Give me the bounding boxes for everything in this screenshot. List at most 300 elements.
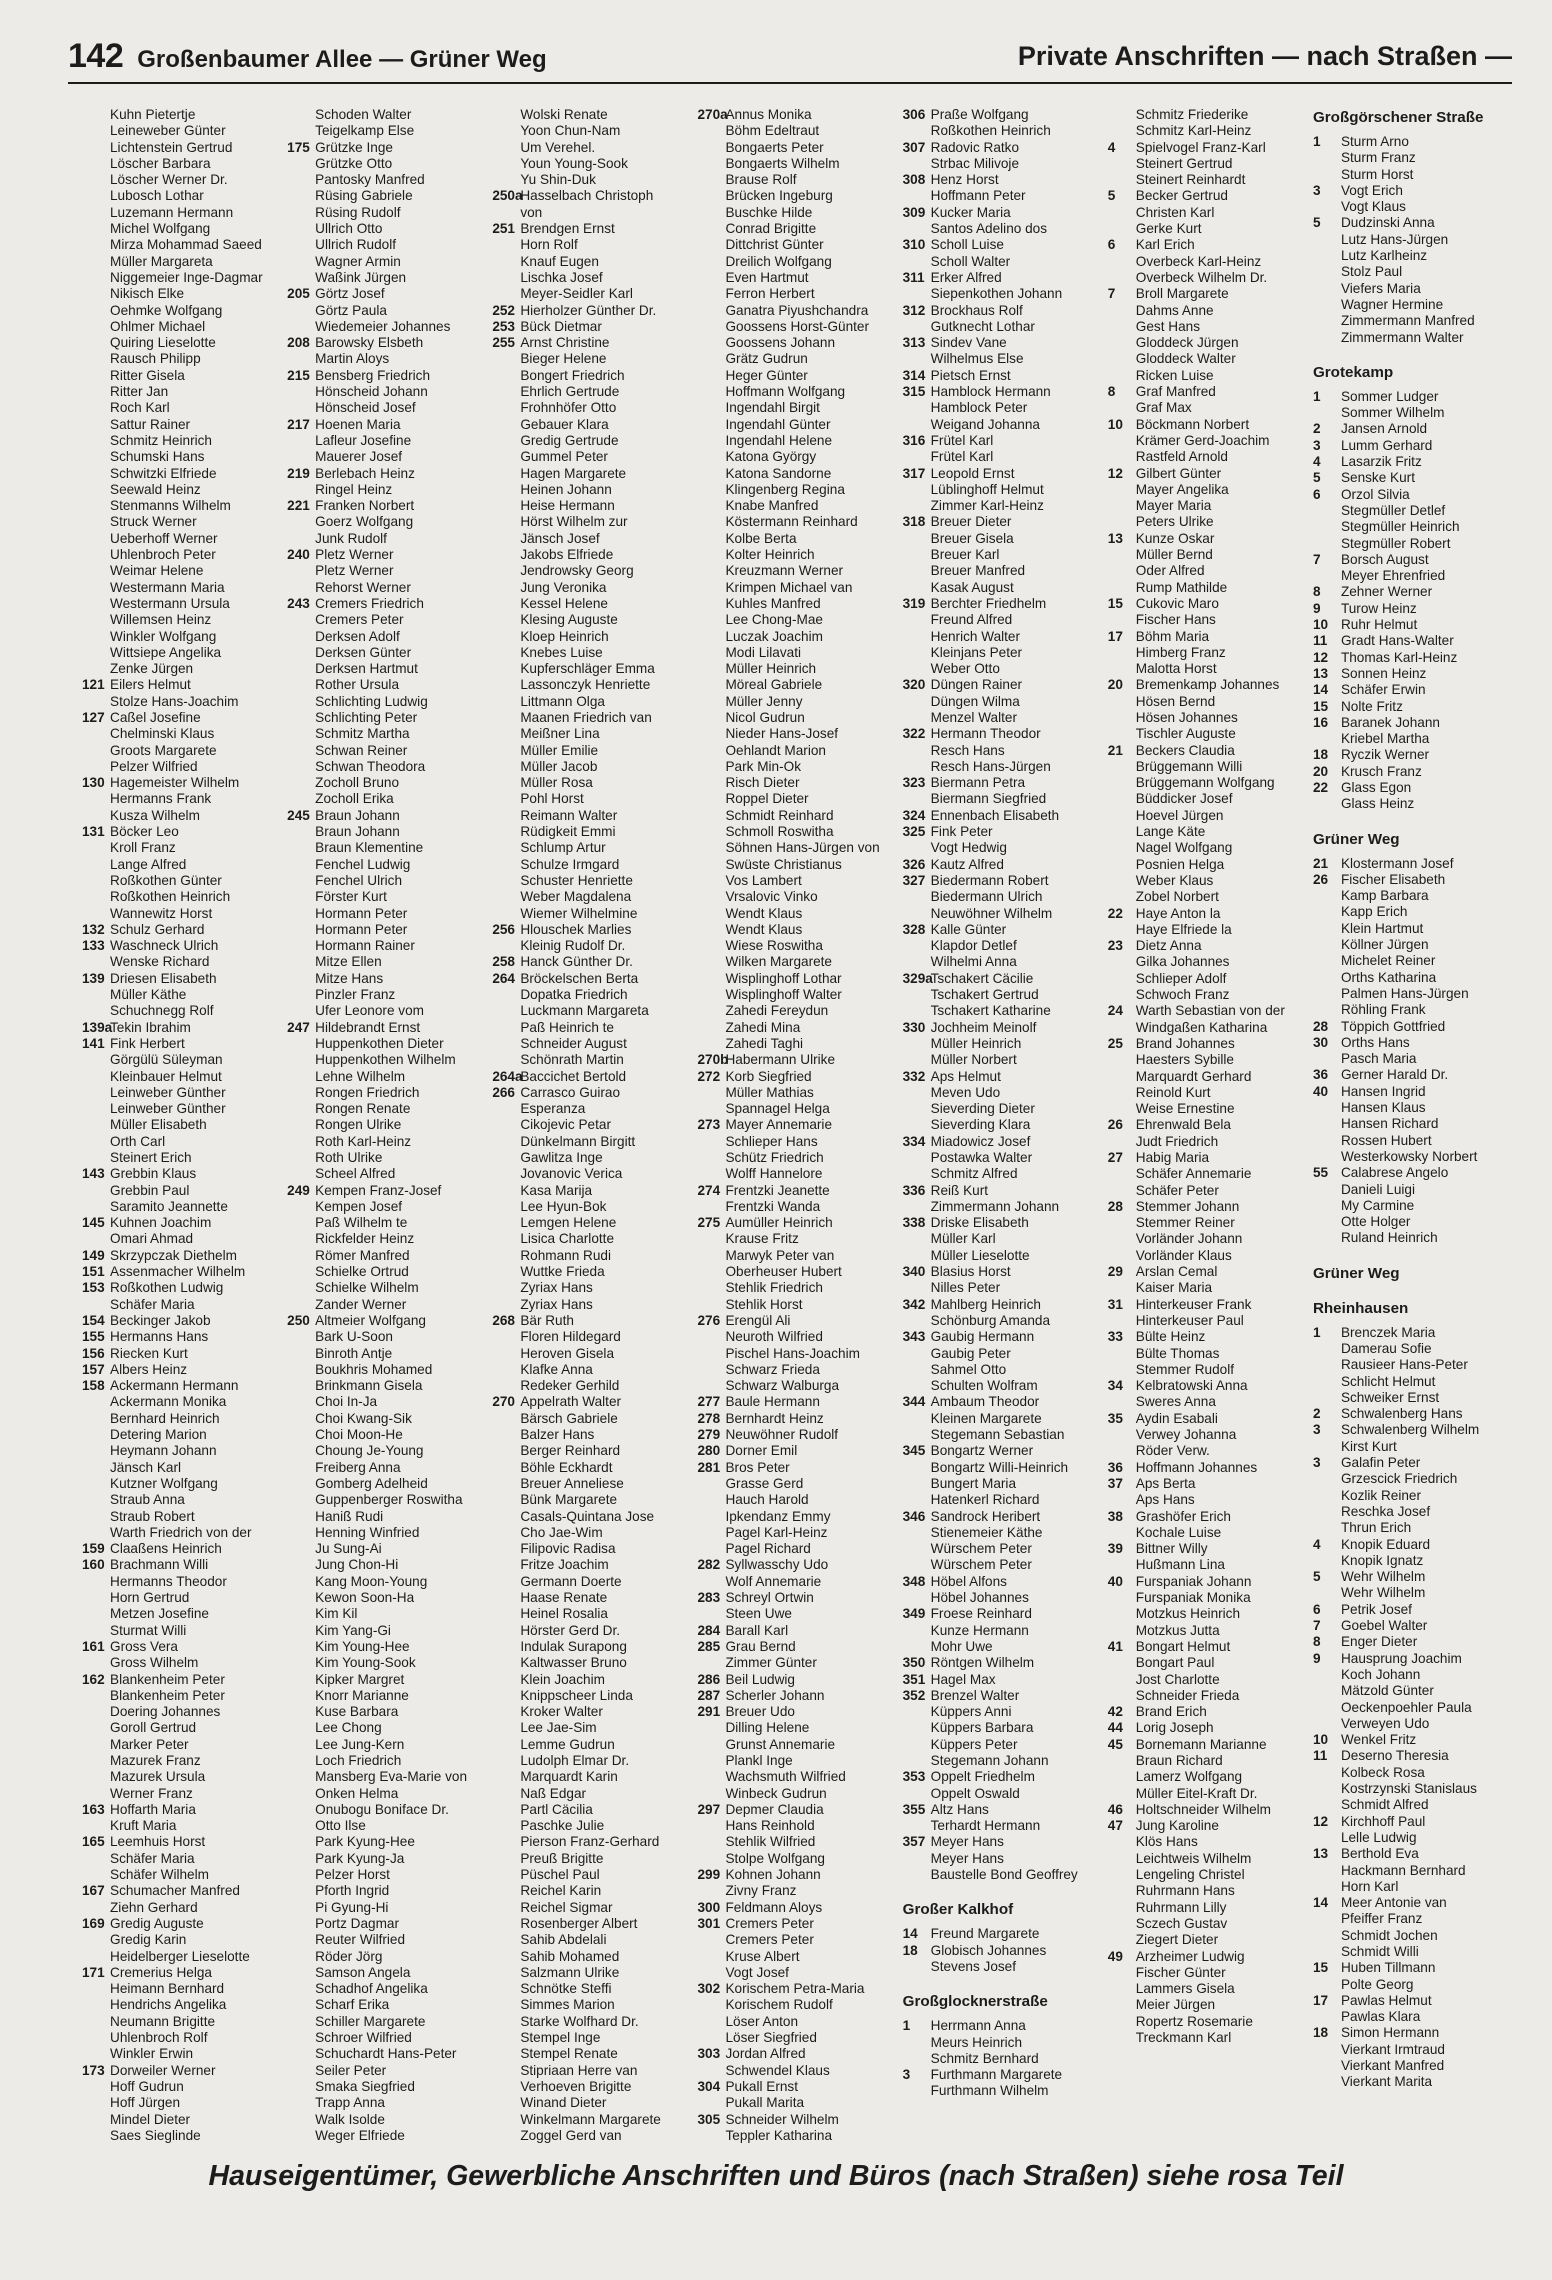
resident-name: Schäfer Wilhelm xyxy=(110,1867,209,1883)
resident-name: Stolz Paul xyxy=(1340,264,1403,280)
resident-name: Marquardt Karin xyxy=(520,1769,618,1785)
directory-entry xyxy=(903,1036,1100,1052)
house-number: 17 xyxy=(1312,1992,1329,2008)
house-number xyxy=(492,1378,520,1394)
house-number: 353 xyxy=(902,1769,926,1785)
house-number xyxy=(697,1655,725,1671)
directory-entry xyxy=(1108,2014,1305,2030)
directory-entry xyxy=(82,873,279,889)
resident-name: Globisch Johannes xyxy=(930,1942,1047,1958)
directory-entry xyxy=(287,1117,484,1133)
house-number xyxy=(697,629,725,645)
directory-entry xyxy=(82,2014,279,2030)
resident-name: Bongert Friedrich xyxy=(520,367,625,383)
directory-entry xyxy=(82,954,279,970)
directory-entry xyxy=(287,2014,484,2030)
directory-entry xyxy=(492,384,689,400)
resident-name: Kaiser Maria xyxy=(1135,1280,1213,1296)
resident-name: Malotta Horst xyxy=(1135,661,1217,677)
directory-entry xyxy=(287,237,484,253)
resident-name: Dünkelmann Birgitt xyxy=(520,1133,636,1149)
resident-name: Beckers Claudia xyxy=(1135,742,1235,758)
resident-name: Frütel Karl xyxy=(930,432,994,448)
house-number xyxy=(1313,1051,1341,1067)
resident-name: Kleinig Rudolf Dr. xyxy=(520,938,626,954)
directory-entry xyxy=(287,1329,484,1345)
house-number: 21 xyxy=(1107,742,1123,758)
directory-entry xyxy=(82,107,279,123)
house-number xyxy=(287,987,315,1003)
directory-entry xyxy=(697,368,894,384)
directory-entry xyxy=(1108,107,1305,123)
directory-entry xyxy=(82,335,279,351)
house-number xyxy=(1108,1346,1136,1362)
resident-name: Knopik Ignatz xyxy=(1340,1552,1424,1568)
directory-entry xyxy=(287,1313,484,1329)
house-number xyxy=(82,384,110,400)
resident-name: Pukall Marita xyxy=(725,2095,805,2111)
house-number xyxy=(1108,1883,1136,1899)
house-number: 255 xyxy=(492,335,515,351)
directory-entry xyxy=(82,1916,279,1932)
house-number xyxy=(492,1003,520,1019)
house-number: 326 xyxy=(902,856,926,872)
resident-name: Hoff Jürgen xyxy=(110,2095,181,2111)
resident-name: Kirst Kurt xyxy=(1340,1438,1397,1454)
directory-entry xyxy=(1108,1264,1305,1280)
house-number xyxy=(903,661,931,677)
directory-entry xyxy=(1108,1460,1305,1476)
house-number xyxy=(82,368,110,384)
directory-entry xyxy=(287,563,484,579)
resident-name: Wisplinghoff Lothar xyxy=(725,970,842,986)
directory-entry xyxy=(1313,1618,1520,1634)
resident-name: Paschke Julie xyxy=(520,1818,605,1834)
house-number xyxy=(903,1541,931,1557)
resident-name: Bernhard Heinrich xyxy=(110,1410,220,1426)
resident-name: Ackermann Hermann xyxy=(110,1378,239,1394)
directory-entry xyxy=(1108,531,1305,547)
directory-entry xyxy=(82,1329,279,1345)
resident-name: Lischka Josef xyxy=(520,269,603,285)
house-number xyxy=(697,433,725,449)
house-number: 130 xyxy=(82,775,105,791)
directory-entry xyxy=(903,400,1100,416)
directory-entry xyxy=(697,1834,894,1850)
resident-name: Büddicker Josef xyxy=(1135,791,1233,807)
directory-entry xyxy=(1313,856,1520,872)
directory-entry xyxy=(82,743,279,759)
resident-name: Cikojevic Petar xyxy=(520,1117,611,1133)
directory-entry xyxy=(1108,629,1305,645)
directory-entry xyxy=(82,1606,279,1622)
house-number: 24 xyxy=(1107,1003,1123,1019)
resident-name: Hatenkerl Richard xyxy=(930,1492,1040,1508)
house-number: 278 xyxy=(697,1410,721,1426)
resident-name: Pagel Karl-Heinz xyxy=(725,1524,828,1540)
directory-entry xyxy=(492,1590,689,1606)
directory-entry xyxy=(492,645,689,661)
resident-name: Zyriax Hans xyxy=(520,1296,593,1312)
directory-entry xyxy=(287,1981,484,1997)
resident-name: Gross Wilhelm xyxy=(110,1655,199,1671)
resident-name: Böhle Eckhardt xyxy=(520,1459,613,1475)
resident-name: Wolf Annemarie xyxy=(725,1573,822,1589)
resident-name: Ennenbach Elisabeth xyxy=(930,807,1060,823)
house-number xyxy=(82,547,110,563)
house-number xyxy=(492,2014,520,2030)
house-number xyxy=(287,205,315,221)
house-number: 3 xyxy=(1312,437,1321,453)
house-number xyxy=(903,2035,931,2051)
directory-entry xyxy=(82,1117,279,1133)
directory-entry xyxy=(82,1769,279,1785)
directory-entry xyxy=(697,254,894,270)
resident-name: Ju Sung-Ai xyxy=(315,1541,382,1557)
resident-name: Pawlas Klara xyxy=(1340,2009,1421,2025)
house-number: 29 xyxy=(1107,1264,1123,1280)
resident-name: Esperanza xyxy=(520,1101,586,1117)
resident-name: Leopold Ernst xyxy=(930,465,1015,481)
house-number xyxy=(697,1362,725,1378)
resident-name: Lumm Gerhard xyxy=(1340,437,1433,453)
house-number xyxy=(1108,987,1136,1003)
house-number xyxy=(1313,2058,1341,2074)
resident-name: Bünk Margarete xyxy=(520,1492,618,1508)
directory-entry xyxy=(697,1329,894,1345)
directory-entry xyxy=(492,2112,689,2128)
house-number xyxy=(697,1883,725,1899)
page-header xyxy=(68,30,1512,84)
resident-name: Kucker Maria xyxy=(930,204,1011,220)
directory-entry xyxy=(1313,167,1520,183)
resident-name: Dreilich Wolfgang xyxy=(725,253,832,269)
resident-name: Kamp Barbara xyxy=(1340,888,1429,904)
directory-entry xyxy=(903,1574,1100,1590)
resident-name: Kessel Helene xyxy=(520,595,608,611)
resident-name: Vierkant Irmtraud xyxy=(1340,2041,1445,2057)
house-number xyxy=(287,726,315,742)
house-number: 14 xyxy=(1312,682,1329,698)
resident-name: Hörst Wilhelm zur xyxy=(520,514,628,530)
resident-name: Schlicht Helmut xyxy=(1340,1373,1436,1389)
directory-entry xyxy=(82,1655,279,1671)
directory-entry xyxy=(492,1802,689,1818)
house-number xyxy=(82,1720,110,1736)
resident-name: Stemmer Rudolf xyxy=(1135,1361,1234,1377)
street-heading: Großer Kalkhof xyxy=(902,1901,1014,1919)
resident-name: Hermanns Hans xyxy=(110,1329,209,1345)
resident-name: Yu Shin-Duk xyxy=(520,172,596,188)
house-number xyxy=(492,1932,520,1948)
directory-entry xyxy=(1313,421,1520,437)
house-number xyxy=(697,1769,725,1785)
resident-name: Carrasco Guirao xyxy=(520,1084,621,1100)
directory-entry xyxy=(903,498,1100,514)
resident-name: Schwalenberg Wilhelm xyxy=(1340,1422,1480,1438)
house-number xyxy=(492,172,520,188)
resident-name: Metzen Josefine xyxy=(110,1606,209,1622)
house-number xyxy=(287,1916,315,1932)
directory-entry xyxy=(287,1101,484,1117)
directory-entry xyxy=(82,1737,279,1753)
resident-name: Mauerer Josef xyxy=(315,449,403,465)
resident-name: Bülte Thomas xyxy=(1135,1345,1220,1361)
house-number xyxy=(492,1280,520,1296)
house-number xyxy=(697,254,725,270)
resident-name: Luczak Joachim xyxy=(725,628,823,644)
resident-name: Stehlik Wilfried xyxy=(725,1834,816,1850)
directory-entry xyxy=(1108,351,1305,367)
resident-name: Bück Dietmar xyxy=(520,318,602,334)
directory-entry xyxy=(697,319,894,335)
resident-name: Braun Klementine xyxy=(315,840,424,856)
resident-name: Wenske Richard xyxy=(110,954,210,970)
resident-name: Hildebrandt Ernst xyxy=(315,1019,421,1035)
directory-entry xyxy=(287,1932,484,1948)
resident-name: Kempen Franz-Josef xyxy=(315,1182,442,1198)
house-number xyxy=(287,254,315,270)
house-number xyxy=(492,1101,520,1117)
resident-name: Kim Young-Hee xyxy=(315,1638,410,1654)
house-number xyxy=(492,1264,520,1280)
directory-entry xyxy=(1108,335,1305,351)
directory-entry xyxy=(82,156,279,172)
resident-name: Grau Bernd xyxy=(725,1638,796,1654)
directory-entry xyxy=(903,629,1100,645)
directory-entry xyxy=(287,1362,484,1378)
directory-entry xyxy=(1108,433,1305,449)
resident-name: Zenke Jürgen xyxy=(110,661,194,677)
resident-name: Lehne Wilhelm xyxy=(315,1068,406,1084)
directory-entry xyxy=(287,710,484,726)
directory-entry xyxy=(1313,682,1520,698)
house-number xyxy=(492,808,520,824)
house-number xyxy=(287,1085,315,1101)
directory-entry xyxy=(697,1280,894,1296)
directory-entry xyxy=(82,1020,279,1036)
house-number xyxy=(82,270,110,286)
resident-name: Klös Hans xyxy=(1135,1834,1198,1850)
house-number xyxy=(492,1052,520,1068)
house-number: 167 xyxy=(82,1883,105,1899)
house-number xyxy=(1313,232,1341,248)
resident-name: Schlieper Adolf xyxy=(1135,970,1227,986)
directory-entry xyxy=(492,1965,689,1981)
house-number xyxy=(903,1737,931,1753)
resident-name: Cremerius Helga xyxy=(110,1964,212,1980)
resident-name: Zocholl Erika xyxy=(315,791,394,807)
directory-entry xyxy=(1108,1362,1305,1378)
house-number xyxy=(82,1655,110,1671)
resident-name: Detering Marion xyxy=(110,1427,207,1443)
resident-name: Hoffmann Wolfgang xyxy=(725,384,846,400)
house-number: 7 xyxy=(1107,286,1116,302)
house-number xyxy=(903,1639,931,1655)
directory-entry xyxy=(1313,2009,1520,2025)
house-number xyxy=(287,400,315,416)
resident-name: Würschem Peter xyxy=(930,1557,1032,1573)
resident-name: Enger Dieter xyxy=(1340,1634,1418,1650)
house-number xyxy=(287,694,315,710)
directory-entry xyxy=(1313,666,1520,682)
resident-name: Weber Magdalena xyxy=(520,889,632,905)
resident-name: Püschel Paul xyxy=(520,1867,600,1883)
resident-name: Bongart Helmut xyxy=(1135,1638,1231,1654)
directory-entry xyxy=(697,873,894,889)
directory-entry xyxy=(287,123,484,139)
resident-name: Kim Kil xyxy=(315,1606,358,1622)
resident-name: Pischel Hans-Joachim xyxy=(725,1345,860,1361)
resident-name: Erker Alfred xyxy=(930,269,1002,285)
resident-name: Erengül Ali xyxy=(725,1312,791,1328)
house-number xyxy=(903,417,931,433)
directory-entry xyxy=(697,417,894,433)
house-number xyxy=(492,1704,520,1720)
directory-entry xyxy=(903,1851,1100,1867)
resident-name: Baule Hermann xyxy=(725,1394,820,1410)
directory-entry xyxy=(903,580,1100,596)
directory-entry xyxy=(903,1052,1100,1068)
house-number: 250 xyxy=(287,1312,310,1328)
resident-name: Winkler Erwin xyxy=(110,2046,194,2062)
directory-entry xyxy=(1108,1802,1305,1818)
resident-name: Kroll Franz xyxy=(110,840,176,856)
resident-name: Samson Angela xyxy=(315,1964,411,1980)
directory-entry xyxy=(697,677,894,693)
directory-entry xyxy=(1108,1949,1305,1965)
street-heading: Rheinhausen xyxy=(1312,1299,1409,1317)
directory-entry xyxy=(903,1606,1100,1622)
house-number xyxy=(287,531,315,547)
house-number xyxy=(287,2095,315,2111)
directory-entry xyxy=(1108,1541,1305,1557)
resident-name: Marwyk Peter van xyxy=(725,1247,835,1263)
resident-name: Stemmer Johann xyxy=(1135,1198,1240,1214)
resident-name: Breuer Gisela xyxy=(930,530,1014,546)
house-number xyxy=(1108,710,1136,726)
resident-name: Ludolph Elmar Dr. xyxy=(520,1752,630,1768)
house-number xyxy=(287,2112,315,2128)
directory-entry xyxy=(492,221,689,237)
resident-name: Wendt Klaus xyxy=(725,905,803,921)
house-number xyxy=(82,1427,110,1443)
house-number xyxy=(287,857,315,873)
resident-name: Himberg Franz xyxy=(1135,644,1226,660)
house-number xyxy=(1313,519,1341,535)
house-number xyxy=(1108,123,1136,139)
house-number xyxy=(697,221,725,237)
house-number xyxy=(492,775,520,791)
house-number xyxy=(287,1166,315,1182)
resident-name: Frütel Karl xyxy=(930,449,994,465)
directory-entry xyxy=(82,1802,279,1818)
resident-name: Caßel Josefine xyxy=(110,709,201,725)
directory-entry xyxy=(492,677,689,693)
resident-name: Roppel Dieter xyxy=(725,791,809,807)
house-number xyxy=(1313,953,1341,969)
resident-name: Weimar Helene xyxy=(110,563,204,579)
house-number: 286 xyxy=(697,1671,721,1687)
house-number: 9 xyxy=(1312,600,1321,616)
house-number xyxy=(1108,270,1136,286)
house-number xyxy=(697,2030,725,2046)
resident-name: Schmitz Martha xyxy=(315,726,410,742)
directory-entry xyxy=(82,1085,279,1101)
resident-name: Löscher Barbara xyxy=(110,155,211,171)
house-number xyxy=(1313,1765,1341,1781)
resident-name: Jordan Alfred xyxy=(725,2046,806,2062)
directory-entry xyxy=(492,1443,689,1459)
resident-name: Otte Holger xyxy=(1340,1214,1411,1230)
resident-name: Luckmann Margareta xyxy=(520,1003,649,1019)
resident-name: Stegmüller Robert xyxy=(1340,535,1451,551)
directory-entry xyxy=(903,1557,1100,1573)
resident-name: Biedermann Robert xyxy=(930,872,1049,888)
house-number xyxy=(287,1525,315,1541)
directory-entry xyxy=(287,694,484,710)
house-number xyxy=(697,140,725,156)
resident-name: Naß Edgar xyxy=(520,1785,587,1801)
house-number xyxy=(1108,1280,1136,1296)
resident-name: Germann Doerte xyxy=(520,1573,622,1589)
resident-name: Müller Lieselotte xyxy=(930,1247,1030,1263)
house-number xyxy=(1313,503,1341,519)
house-number xyxy=(903,1411,931,1427)
resident-name: Kozlik Reiner xyxy=(1340,1487,1422,1503)
resident-name: Stienemeier Käthe xyxy=(930,1524,1043,1540)
resident-name: Weger Elfriede xyxy=(315,2127,405,2143)
directory-entry xyxy=(1313,2074,1520,2090)
directory-entry xyxy=(287,1492,484,1508)
house-number xyxy=(1108,1557,1136,1573)
directory-entry xyxy=(1313,1651,1520,1667)
directory-entry xyxy=(1108,1688,1305,1704)
house-number xyxy=(697,547,725,563)
directory-entry xyxy=(1313,1100,1520,1116)
resident-name: Otto Ilse xyxy=(315,1818,366,1834)
house-number: 149 xyxy=(82,1247,105,1263)
directory-entry xyxy=(287,1574,484,1590)
house-number xyxy=(697,1280,725,1296)
house-number: 345 xyxy=(902,1443,926,1459)
house-number xyxy=(1313,1667,1341,1683)
resident-name: Müller Heinrich xyxy=(930,1035,1022,1051)
resident-name: Lassonczyk Henriette xyxy=(520,677,651,693)
directory-entry xyxy=(903,1085,1100,1101)
house-number: 272 xyxy=(697,1068,721,1084)
house-number xyxy=(492,1199,520,1215)
house-number xyxy=(1313,1116,1341,1132)
directory-entry xyxy=(492,1606,689,1622)
house-number xyxy=(492,1916,520,1932)
house-number: 157 xyxy=(82,1361,105,1377)
directory-entry xyxy=(697,1737,894,1753)
house-number xyxy=(82,1851,110,1867)
house-number xyxy=(287,2128,315,2144)
resident-name: Röhling Frank xyxy=(1340,1002,1426,1018)
house-number xyxy=(82,1052,110,1068)
resident-name: Stehlik Friedrich xyxy=(725,1280,823,1296)
resident-name: Risch Dieter xyxy=(725,775,800,791)
directory-entry xyxy=(492,971,689,987)
resident-name: Scheel Alfred xyxy=(315,1166,396,1182)
resident-name: Graf Max xyxy=(1135,400,1192,416)
house-number xyxy=(903,954,931,970)
directory-entry xyxy=(903,1280,1100,1296)
house-number xyxy=(82,286,110,302)
directory-entry xyxy=(82,1541,279,1557)
